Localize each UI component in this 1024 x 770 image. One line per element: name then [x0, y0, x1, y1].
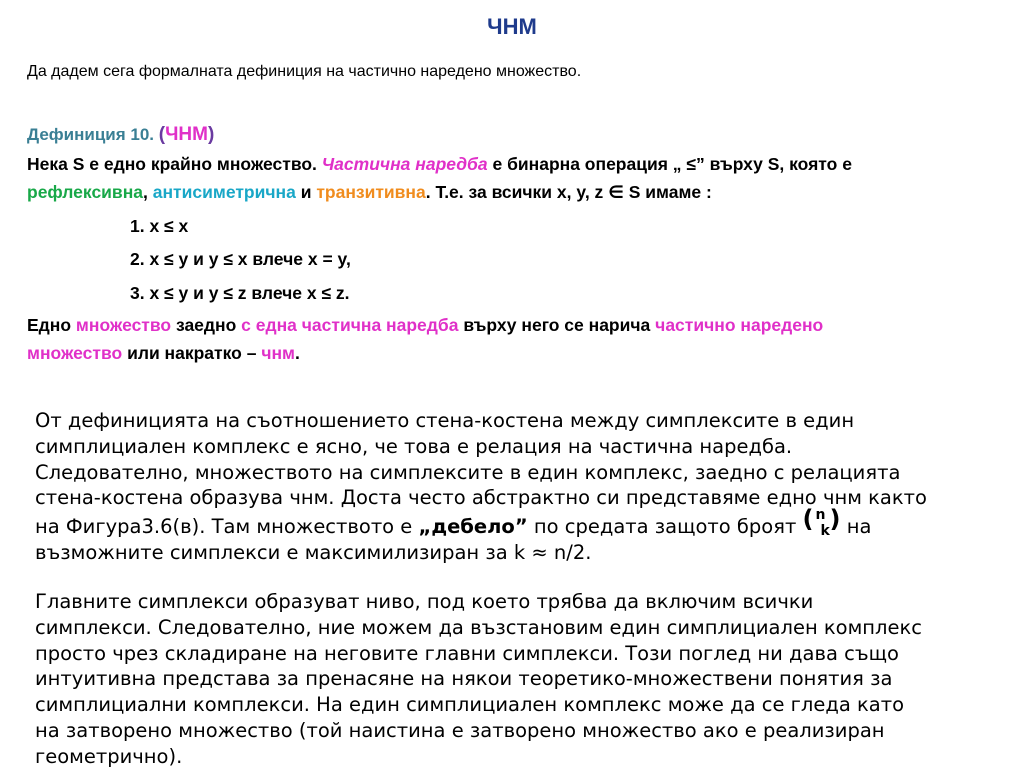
para1-l5a: на Фигура3.6(в). Там множеството е	[35, 515, 413, 539]
paragraph-line: възможните симплекси е максимилизиран за k ≈ n/2.	[35, 540, 592, 564]
definition-line-2	[27, 182, 712, 203]
line2-comma: ,	[143, 182, 148, 202]
antisymmetric-term: антисиметрична	[152, 182, 296, 202]
binom-n: n	[815, 507, 826, 524]
paragraph-line: Главните симплекси образуват ниво, под което трябва да включим всички	[35, 590, 814, 613]
definition-heading	[27, 124, 214, 146]
definition-term: ЧНМ	[165, 124, 208, 145]
slide-title: ЧНМ	[487, 14, 537, 39]
set-term: множество	[75, 315, 172, 335]
definition-label: Дефиниция 10.	[27, 125, 154, 144]
axiom-item: 2. x ≤ y и y ≤ x влече x = y,	[130, 249, 351, 269]
line3-c: заедно	[175, 315, 237, 335]
binom-k: k	[820, 523, 830, 540]
partially-ordered-term: частично наредено	[655, 315, 824, 335]
axiom-item: 1. x ≤ x	[130, 216, 189, 236]
definition-line-1	[27, 154, 852, 175]
intro-text: Да дадем сега формалната дефиниция на частично наредено множество.	[27, 63, 582, 80]
element-of-symbol: ∈	[608, 182, 624, 202]
line4-b: или накратко –	[127, 343, 257, 363]
transitive-term: транзитивна	[316, 182, 426, 202]
paragraph-line: на затворено множество (той наистина е затворено множество ако е реализиран	[35, 718, 885, 742]
para1-l5d: на	[846, 515, 872, 539]
line2-end: S имаме :	[628, 182, 712, 202]
paragraph-line: интуитивна представа за пренасяне на някои теоретико-множествени понятия за	[35, 667, 893, 691]
paragraph-line: стена-костена образува чнм. Доста често абстрактно си представяме едно чнм както	[35, 486, 927, 510]
thick-quote: „дебело”	[418, 515, 528, 539]
set-term-2: множество	[27, 343, 123, 363]
binom-close-paren: )	[829, 505, 841, 534]
axiom-item: 3. x ≤ y и y ≤ z влече x ≤ z.	[130, 283, 350, 303]
definition-paren-close: )	[207, 124, 215, 145]
paragraph-line	[35, 505, 995, 540]
line2-and: и	[300, 182, 312, 202]
with-partial-order-term: с една частична наредба	[241, 315, 459, 335]
line1-a: Нека S е едно крайно множество.	[27, 154, 317, 174]
definition-line-3	[27, 315, 823, 336]
paragraph-line: симплициални комплекси. На един симплициален комплекс може да се гледа като	[35, 693, 905, 717]
line2-rest: . Т.е. за всички x, y, z	[425, 182, 604, 202]
paragraph-1	[35, 408, 995, 566]
paragraph-2	[35, 589, 995, 770]
reflexive-term: рефлексивна	[27, 182, 143, 202]
paragraph-line: геометрично).	[35, 744, 183, 768]
poset-abbrev: чнм	[261, 343, 295, 363]
line4-period: .	[295, 343, 300, 363]
para1-l5c: по средата защото броят	[533, 515, 797, 539]
binom-open-paren: (	[802, 505, 814, 534]
line3-e: върху него се нарича	[463, 315, 651, 335]
line1-c: е бинарна операция „ ≤” върху S, която е	[492, 154, 852, 174]
definition-line-4	[27, 343, 300, 364]
paragraph-line: От дефиницията на съотношението стена-костена между симплексите в един	[35, 409, 855, 432]
paragraph-line: просто чрез складиране на неговите главни симплекси. Този поглед ни дава също	[35, 641, 899, 665]
paragraph-line: симплициален комплекс е ясно, че това е релация на частична наредба.	[35, 434, 793, 458]
partial-order-term: Частична наредба	[321, 154, 488, 174]
paragraph-line: Следователно, множеството на симплексите в един комплекс, заедно с релацията	[35, 460, 901, 484]
binomial-coefficient	[802, 505, 841, 540]
paragraph-line: симплекси. Следователно, ние можем да възстановим един симплициален комплекс	[35, 615, 923, 639]
line3-a: Едно	[27, 315, 72, 335]
definition-paren-open: (	[158, 124, 166, 145]
